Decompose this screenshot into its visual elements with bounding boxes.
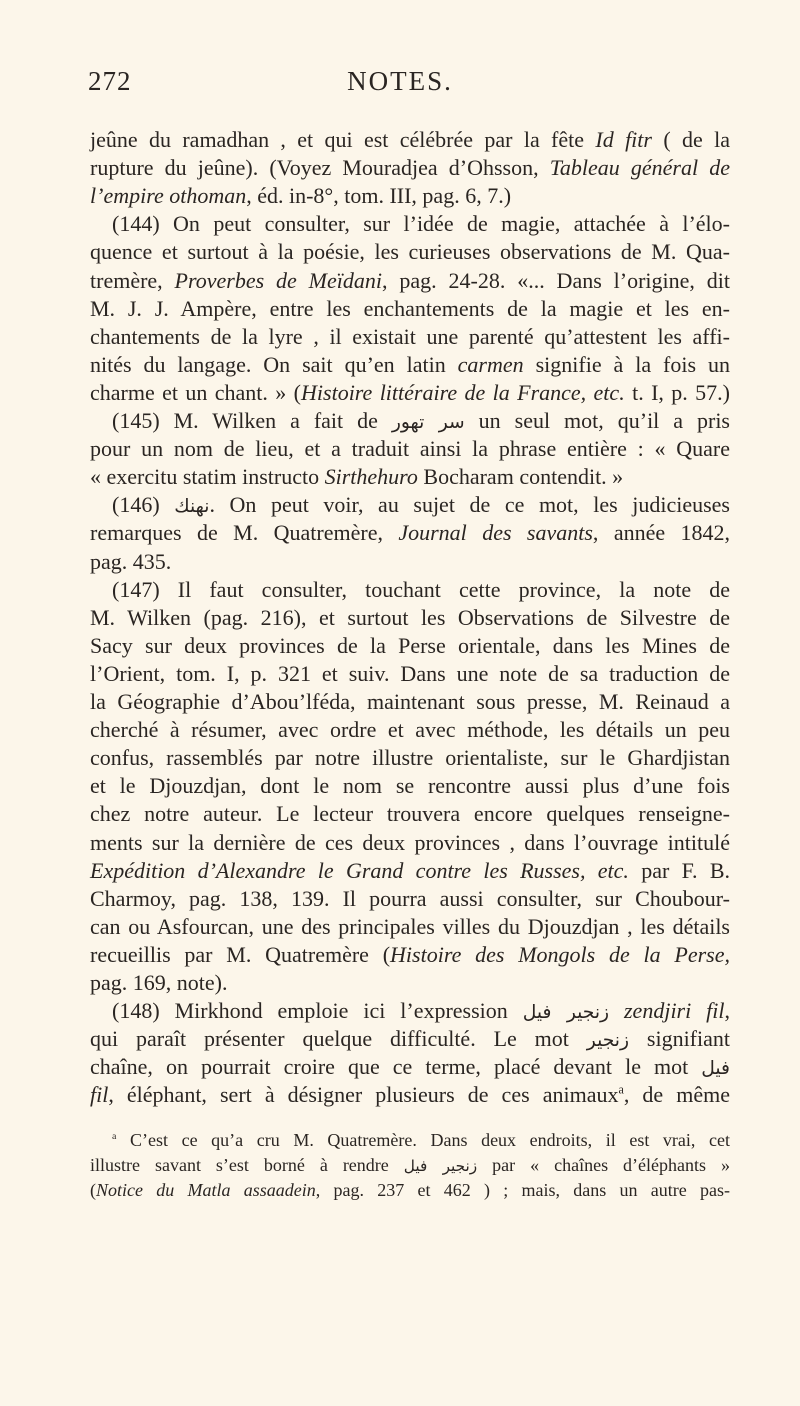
italic-text: Id fitr	[595, 127, 652, 152]
italic-text: zendjiri fil	[624, 998, 725, 1024]
italic-text: l’empire othoman	[90, 183, 247, 209]
text-run: (148) Mirkhond emploie ici l’expression	[112, 998, 523, 1024]
footnote-marker: a	[112, 1131, 117, 1142]
text-run: (145) M. Wilken a fait de	[112, 408, 392, 433]
text-run: ( de la	[651, 127, 730, 152]
text-line	[112, 210, 730, 238]
text-line	[90, 519, 730, 547]
text-line	[90, 913, 730, 941]
text-run: par « chaînes d’éléphants »	[477, 1155, 730, 1175]
arabic-word: نهنك	[174, 496, 210, 518]
text-line	[90, 1053, 730, 1083]
text-run: ments sur la dernière de ces deux provinces , dans l’ouvrage intitulé	[90, 829, 730, 855]
text-line	[112, 576, 730, 604]
italic-text: carmen	[457, 351, 524, 377]
text-run: ,	[724, 998, 730, 1024]
text-run: recueillis par M. Quatremère (	[90, 941, 391, 967]
footnote-marker: a	[618, 1083, 624, 1098]
text-run: chaîne, on pourrait croire que ce terme, placé devant le mot	[90, 1054, 702, 1080]
text-line	[90, 800, 730, 828]
italic-text: Proverbes de Meïdani	[174, 267, 382, 293]
text-line	[90, 772, 730, 800]
running-header-title: NOTES.	[347, 66, 453, 96]
text-run: . On peut voir, au sujet de ce mot, les judicieuses	[209, 492, 730, 518]
text-run: Charmoy, pag. 138, 139. Il pourra aussi consulter, sur Choubour-	[90, 885, 730, 911]
text-line	[112, 997, 730, 1027]
text-line	[90, 323, 730, 351]
text-run: qui paraît présenter quelque difficulté. Le mot	[90, 1026, 587, 1052]
italic-text: Expédition d’Alexandre le Grand contre les Russes, etc.	[90, 857, 629, 883]
text-run: M. Wilken (pag. 216), et surtout les Observations de Silvestre de	[90, 604, 730, 630]
text-line	[112, 491, 730, 521]
text-line	[90, 548, 730, 576]
text-run: (144) On peut consulter, sur l’idée de magie, attachée à l’élo-	[112, 211, 730, 237]
text-run: Bocharam contendit. »	[417, 464, 624, 490]
text-line	[90, 1025, 730, 1055]
italic-text: Tableau général de	[549, 155, 730, 181]
arabic-word: فيل	[701, 1058, 730, 1080]
text-run: illustre savant s’est borné à rendre	[90, 1155, 404, 1175]
text-line	[90, 379, 730, 407]
text-run: pour un nom de lieu, et a traduit ainsi la phrase entière : « Quare	[90, 436, 730, 462]
arabic-word: سر تهور	[391, 412, 465, 433]
text-line	[90, 857, 730, 885]
italic-text: Journal des savants	[398, 520, 593, 546]
text-line	[90, 463, 730, 491]
text-run: rupture du jeûne). (Voyez Mouradjea d’Ohsson,	[90, 155, 550, 181]
text-line	[90, 632, 730, 660]
text-run: M. J. J. Ampère, entre les enchantements de la magie et les en-	[90, 295, 730, 321]
text-run: Sacy sur deux provinces de la Perse orientale, dans les Mines de	[90, 632, 730, 658]
text-run: un seul mot, qu’il a pris	[464, 408, 730, 433]
text-run: , année 1842,	[592, 520, 731, 546]
text-run: t. I, p. 57.)	[624, 379, 731, 405]
text-line	[90, 660, 730, 688]
text-run: (146)	[112, 492, 175, 518]
text-run: par F. B.	[628, 857, 730, 883]
text-line	[90, 969, 730, 997]
text-run: C’est ce qu’a cru M. Quatremère. Dans deux endroits, il est vrai, cet	[116, 1130, 730, 1150]
text-line	[90, 295, 730, 323]
text-line	[112, 407, 730, 437]
text-run: , éléphant, sert à désigner plusieurs de ces animaux	[108, 1082, 619, 1108]
text-run: (	[90, 1180, 96, 1200]
text-run: et le Djouzdjan, dont le nom se rencontre aussi plus d’une fois	[90, 773, 730, 799]
text-run: chantements de la lyre , il existait une parenté qu’attestent les affi-	[90, 323, 730, 349]
text-line	[90, 182, 730, 210]
italic-text: Histoire littéraire de la France, etc.	[301, 379, 625, 405]
text-line	[90, 604, 730, 632]
text-run: can ou Asfourcan, une des principales villes du Djouzdjan , les détails	[90, 913, 730, 939]
text-run: confus, rassemblés par notre illustre orientaliste, sur le Ghardjistan	[90, 745, 730, 771]
text-line	[90, 829, 730, 857]
text-line	[90, 154, 730, 182]
text-run: nités du langage. On sait qu’en latin	[90, 351, 458, 377]
text-line	[90, 744, 730, 772]
page-number: 272	[88, 66, 132, 96]
italic-text: Histoire des Mongols de la Perse,	[390, 941, 730, 967]
text-line	[90, 267, 730, 295]
text-line	[90, 688, 730, 716]
text-run	[609, 998, 624, 1023]
text-run: cherché à résumer, avec ordre et avec méthode, les détails un peu	[90, 717, 730, 743]
text-run: signifiant	[629, 1026, 730, 1052]
arabic-word: زنجير	[586, 1030, 630, 1052]
text-run: , de même	[623, 1082, 730, 1108]
text-run: , pag. 24-28. «... Dans l’origine, dit	[381, 267, 730, 293]
text-run: l’Orient, tom. I, p. 321 et suiv. Dans une note de sa traduction de	[90, 660, 730, 686]
italic-text: fil	[90, 1082, 109, 1108]
text-run: quence et surtout à la poésie, les curieuses observations de M. Qua-	[90, 239, 730, 265]
text-run: tremère,	[90, 267, 175, 293]
text-run: pag. 169, note).	[90, 970, 228, 995]
text-line	[90, 435, 730, 463]
text-run: charme et un chant. » (	[90, 379, 302, 405]
arabic-word: زنجير فيل	[522, 1002, 610, 1024]
text-line	[90, 716, 730, 744]
text-line	[90, 238, 730, 266]
italic-text: Sirthehuro	[324, 464, 418, 490]
footnote-line	[112, 1128, 730, 1152]
text-run: (147) Il faut consulter, touchant cette province, la note de	[112, 576, 730, 602]
italic-text: Notice du Matla assaadein	[96, 1180, 316, 1200]
text-run: , éd. in-8°, tom. III, pag. 6, 7.)	[246, 183, 512, 209]
text-line	[90, 351, 730, 379]
footnote-line	[90, 1153, 730, 1178]
text-run: remarques de M. Quatremère,	[90, 520, 399, 546]
text-run: la Géographie d’Abou’lféda, maintenant sous presse, M. Reinaud a	[90, 689, 730, 714]
text-line	[90, 941, 730, 969]
text-line	[90, 1081, 730, 1109]
footnote-line	[90, 1178, 730, 1202]
text-run: pag. 435.	[90, 548, 172, 574]
text-line	[90, 885, 730, 913]
text-run: « exercitu statim instructo	[90, 464, 325, 490]
text-run: chez notre auteur. Le lecteur trouvera encore quelques renseigne-	[90, 801, 730, 827]
text-run: signifie à la fois un	[523, 351, 730, 377]
text-run: jeûne du ramadhan , et qui est célébrée par la fête	[90, 127, 596, 152]
text-line	[90, 126, 730, 154]
arabic-word: زنجير فيل	[403, 1157, 478, 1175]
text-run: , pag. 237 et 462 ) ; mais, dans un autre pas-	[315, 1180, 730, 1200]
